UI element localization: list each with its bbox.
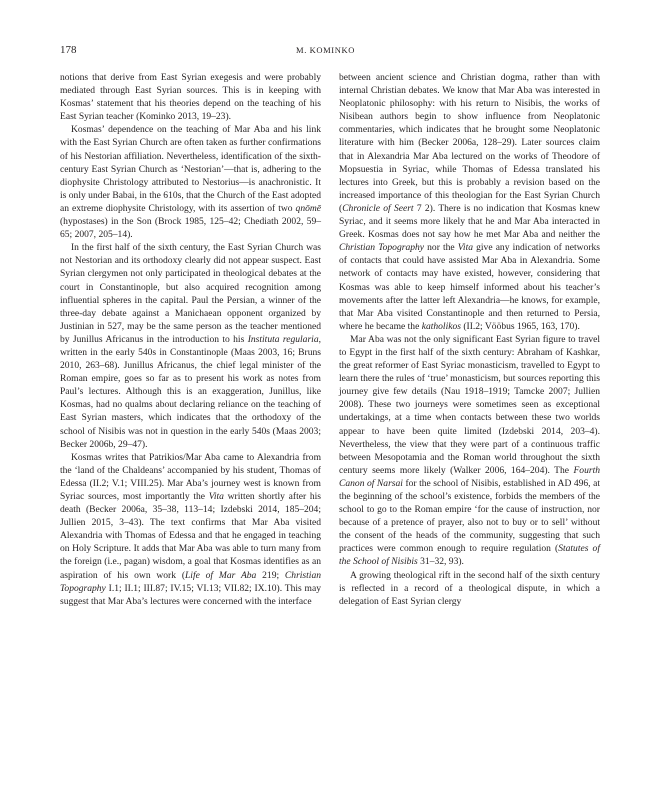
text-run: 7 2). There is no indication that Kosmas knew Syriac, and it seems more likely that he and Mar Aba interacted in Greek. Kosmas does not say how he met Mar Aba and neither the	[339, 202, 600, 241]
italic-text: Christian Topography	[339, 242, 425, 254]
text-run: 219;	[256, 569, 285, 581]
text-run: , written in the early 540s in Constantinople (Maas 2003, 16; Bruns 2010, 263–68). Junillus Africanus, the chief legal minister of the Roman empire, goes so far as to present his work as notes from Paul’s lectures. Although this is an exaggeration, Junillus, like Kosmas, had no qualms about declaring reliance on the teaching of East Syrian masters, which indicates that the orthodoxy of the school of Nisibis was not in question in the early 540s (Maas 2003; Becker 2006b, 29–47).	[60, 333, 321, 450]
page-header	[60, 44, 591, 60]
left-column	[60, 71, 321, 608]
italic-text: Chronicle of Seert	[342, 202, 414, 214]
italic-text: Vita	[208, 491, 224, 502]
italic-text: Christian Topography	[60, 569, 321, 594]
text-run: Kosmas’ dependence on the teaching of Mar Aba and his link with the East Syrian Church are often taken as further confirmations of his Nestorian affiliation. Nevertheless, identification of the sixth-century East Syrian Church as ‘Nestorian’—that is, adhering to the diophysite Christology attributed to Nestorius—is anachronistic. It is only under Babai, in the 610s, that the Church of the East adopted an extreme diophysite Christology, with its assertion of two	[60, 124, 321, 214]
paragraph	[339, 333, 600, 569]
text-run: (hypostases) in the Son (Brock 1985, 125–42; Chediath 2002, 59–65; 2007, 205–14).	[60, 216, 321, 241]
italic-text: katholikos	[421, 320, 461, 332]
text-run: (II.2; Vööbus 1965, 163, 170).	[460, 320, 580, 332]
italic-text: Statutes of the School of Nisibis	[339, 543, 600, 568]
italic-text: qnōmē	[295, 202, 321, 214]
text-run: between ancient science and Christian dogma, rather than with internal Christian debates. We know that Mar Aba was interested in Neoplatonic philosophy: with his return to Nisibis, the works of Nisibean authors begin to show influence from Neoplatonic commentaries, which indicates that he brought some Neoplatonic literature with him (Becker 2006a, 128–29). Later sources claim that in Alexandria Mar Aba lectured on the works of Theodore of Mopsuestia in Syriac, while Thomas of Edessa translated his lectures into Greek, but this is probably a revision based on the increased importance of this theologian for the East Syrian Church (	[339, 72, 600, 214]
text-run: In the first half of the sixth century, the East Syrian Church was not Nestorian and its orthodoxy clearly did not appear suspect. East Syrian clergymen not only participated in theological debates at the court in Constantinople, but also acquired recognition among influential spheres in the capital. Paul the Persian, a winner of the three-day debate against a Manichaean opponent organized by Justinian in 527, may be the same person as the teacher mentioned by Junillus Africanus in the introduction to his	[60, 242, 321, 345]
page-number: 178	[60, 44, 77, 56]
text-run: I.1; II.1; III.87; IV.15; VI.13; VII.82; IX.10). This may suggest that Mar Aba’s lectures were concerned with the interface	[60, 582, 321, 607]
text-run: for the school of Nisibis, established in AD 496, at the beginning of the school’s existence, forbids the members of the school to go to the Roman empire ‘for the cause of instruction, nor because of a pretence of prayer, also not to buy or to sell’ without the consent of the heads of the community, suggesting that such practices were common enough to require regulation (	[339, 477, 600, 555]
italic-text: Life of Mar Aba	[185, 569, 257, 581]
paragraph	[339, 569, 600, 608]
text-run: A growing theological rift in the second half of the sixth century is reflected in a record of a theological dispute, in which a delegation of East Syrian clergy	[339, 569, 600, 607]
text-run: nor the	[424, 242, 458, 254]
paragraph	[60, 71, 321, 123]
running-head: M. KOMINKO	[296, 45, 355, 55]
text-run: give any indication of networks of contacts that could have assisted Mar Aba in Alexandria. Some network of contacts may have existed, however, considering that Kosmas was able to keep himself informed about his teacher’s movements after the latter left Alexandria—he knows, for example, that Mar Aba visited Constantinople and then returned to Persia, where he became the	[339, 242, 600, 332]
italic-text: Fourth Canon of Narsai	[339, 464, 600, 489]
paragraph	[60, 451, 321, 608]
text-run: written shortly after his death (Becker 2006a, 35–38, 113–14; Izdebski 2014, 185–204; Jullien 2015, 3–43). The text confirms that Mar Aba visited Alexandria with Thomas of Edessa and that he engaged in teaching on Holy Scripture. It adds that Mar Aba was able to turn many from the foreign (i.e., pagan) wisdom, a goal that Kosmas identifies as an aspiration of his own work (	[60, 491, 321, 581]
paragraph	[60, 123, 321, 241]
text-run: notions that derive from East Syrian exegesis and were probably mediated through East Syrian sources. This is in keeping with Kosmas’ statement that his theories depend on the teaching of his East Syrian teacher (Kominko 2013, 19–23).	[60, 72, 321, 123]
paragraph	[339, 71, 600, 333]
italic-text: Instituta regularia	[247, 333, 319, 345]
italic-text: Vita	[457, 242, 473, 254]
text-run: Kosmas writes that Patrikios/Mar Aba came to Alexandria from the ‘land of the Chaldeans’ accompanied by his student, Thomas of Edessa (II.2; V.1; VIII.25). Mar Aba’s journey west is known from Syriac sources, most importantly the	[60, 451, 321, 502]
text-run: 31–32, 93).	[417, 556, 464, 568]
paragraph	[60, 241, 321, 451]
right-column	[339, 71, 600, 608]
text-run: Mar Aba was not the only significant East Syrian figure to travel to Egypt in the first half of the sixth century: Abraham of Kashkar, the great reformer of East Syriac monasticism, travelled to Egypt to learn there the rules of ‘true’ monasticism, but sources reporting this journey give few details (Nau 1918–1919; Tamcke 2007; Jullien 2008). These two journeys were sometimes seen as exceptional undertakings, at a time when contacts between these two worlds appear to have been quite limited (Izdebski 2014, 203–4). Nevertheless, the view that they were part of a continuous traffic between Mesopotamia and the Roman world throughout the sixth century seems more likely (Walker 2006, 164–204). The	[339, 333, 600, 476]
